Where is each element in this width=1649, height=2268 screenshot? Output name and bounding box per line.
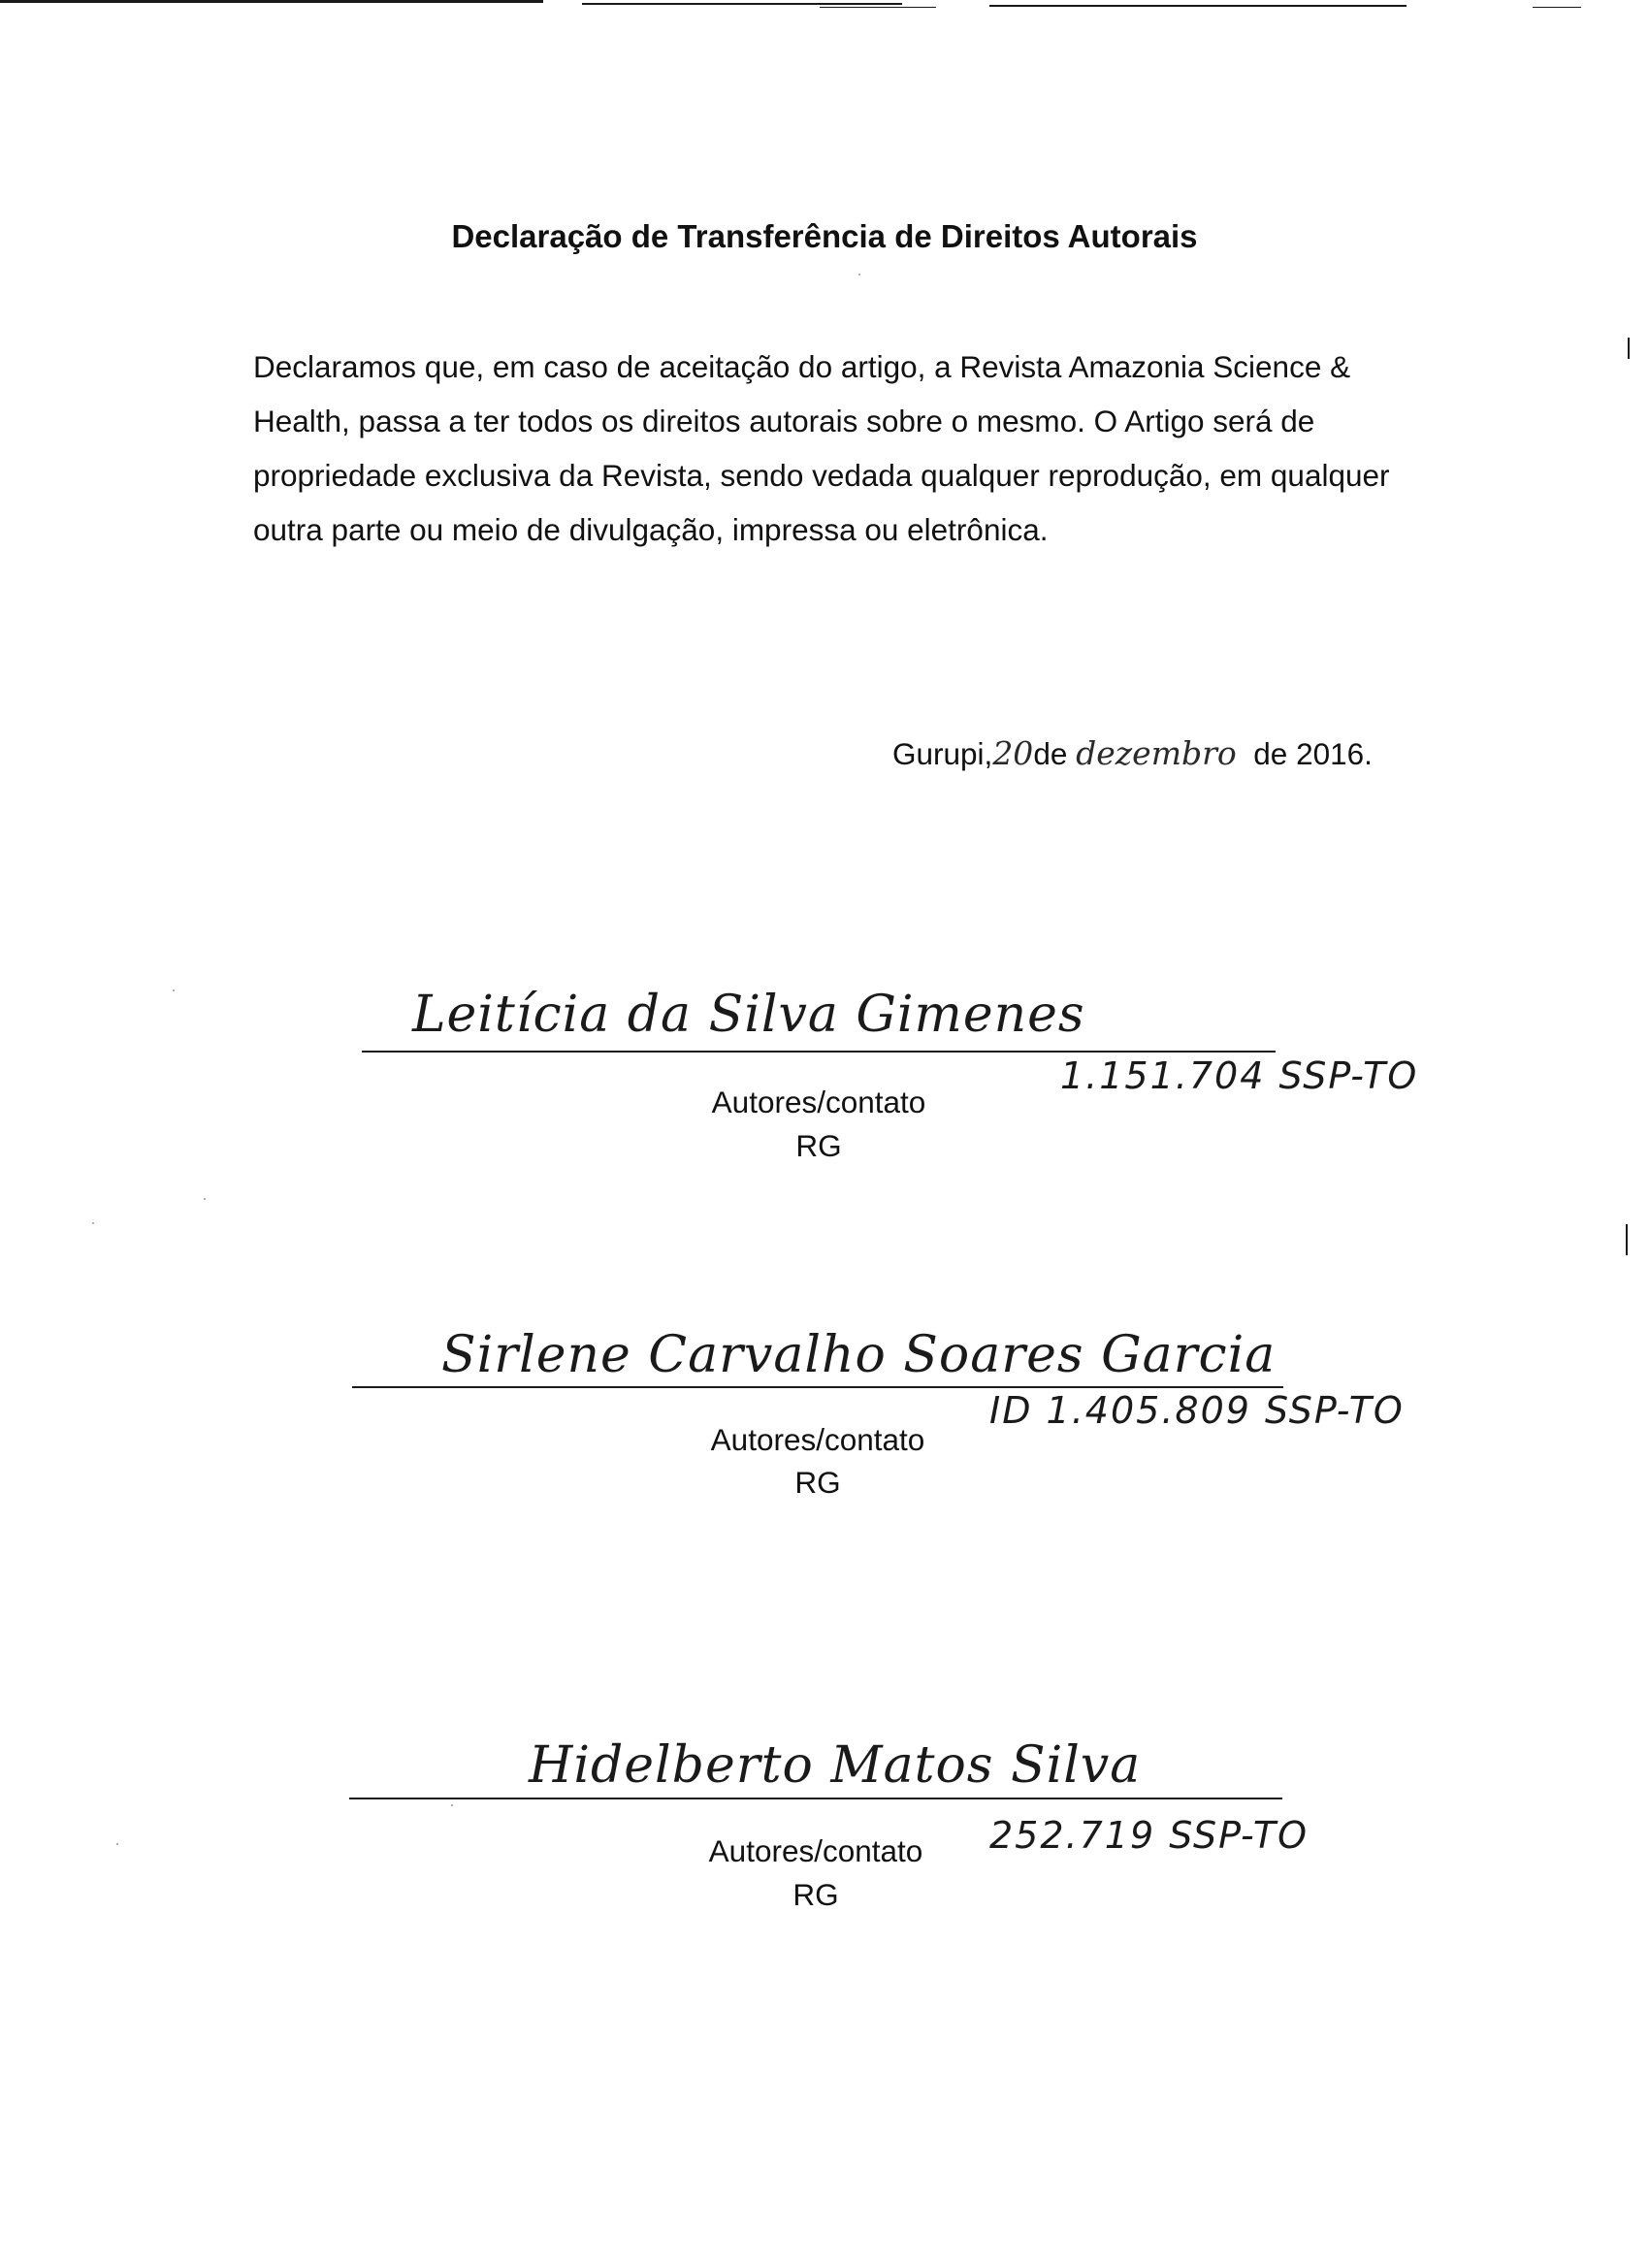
date-de: de — [1033, 736, 1068, 771]
scan-edge-line — [1533, 7, 1581, 8]
scan-speck — [116, 1843, 118, 1845]
scan-speck — [451, 1804, 453, 1806]
scan-edge-mark — [1628, 338, 1630, 359]
label-authors-contact: Autores/contato — [710, 1422, 925, 1457]
label-authors-contact: Autores/contato — [708, 1833, 923, 1868]
date-line — [892, 734, 1373, 772]
rg-handwritten: ID 1.405.809 SSP-TO — [989, 1389, 1405, 1432]
scan-edge-line — [0, 0, 543, 3]
scan-speck — [858, 274, 860, 275]
scan-edge-line — [989, 5, 1406, 7]
date-city: Gurupi, — [892, 736, 993, 771]
signature-line — [352, 1386, 1283, 1388]
signature: Sirlene Carvalho Soares Garcia — [441, 1326, 1277, 1384]
date-year: de 2016. — [1253, 736, 1373, 771]
signature-line — [362, 1051, 1276, 1053]
signature-line — [349, 1798, 1282, 1799]
date-day-handwritten: 20 — [992, 734, 1034, 772]
label-authors-contact: Autores/contato — [711, 1085, 926, 1119]
scan-edge-mark — [1626, 1224, 1628, 1255]
scan-speck — [92, 1222, 94, 1224]
scan-edge-line — [820, 7, 936, 8]
signature: Hidelberto Matos Silva — [529, 1736, 1142, 1795]
scan-speck — [204, 1198, 206, 1200]
rg-handwritten: 252.719 SSP-TO — [989, 1814, 1310, 1857]
rg-handwritten: 1.151.704 SSP-TO — [1060, 1054, 1419, 1097]
date-month-handwritten: dezembro — [1076, 734, 1237, 772]
scan-speck — [173, 989, 175, 991]
label-rg: RG — [795, 1128, 842, 1163]
declaration-paragraph: Declaramos que, em caso de aceitação do artigo, a Revista Amazonia Science & Health, passa a ter todos os direitos autorais sobre o mesmo. O Artigo será de propriedade exclusiva da Revista, sendo vedada qualquer reprodução, em qualquer outra parte ou meio de divulgação, impressa ou eletrônica. — [253, 349, 1390, 547]
signature: Leitícia da Silva Gimenes — [412, 986, 1085, 1044]
scan-edge-line — [582, 3, 902, 5]
label-rg: RG — [794, 1465, 841, 1500]
document-title: Declaração de Transferência de Direitos Autorais — [451, 218, 1198, 255]
label-rg: RG — [792, 1877, 839, 1912]
